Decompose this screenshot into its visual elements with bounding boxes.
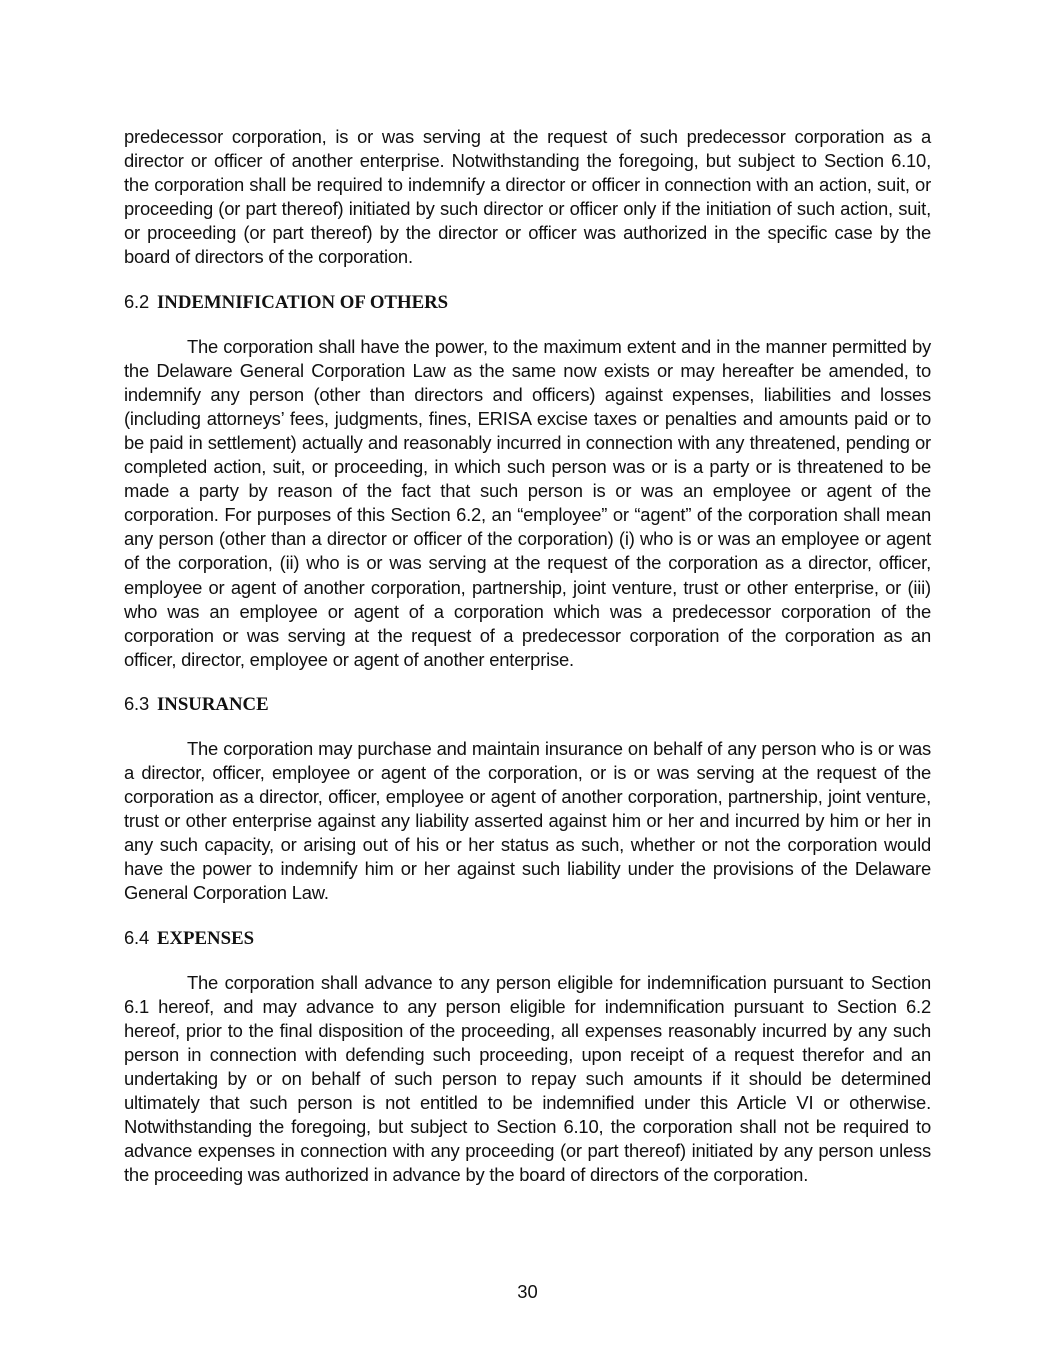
section-heading-6-2 xyxy=(124,290,931,315)
section-number: 6.4 xyxy=(124,926,149,948)
section-title: EXPENSES xyxy=(156,927,255,949)
paragraph-indemnification-of-others: The corporation shall have the power, to the maximum extent and in the manner permitted by the Delaware General Corporation Law as the same now exists or may hereafter be amended, to indemnify any person (other than directors and officers) against expenses, liabilities and losses (including attorneys’ fees, judgments, fines, ERISA excise taxes or penalties and amounts paid or to be paid in settlement) actually and reasonably incurred in connection with any threatened, pending or completed action, suit, or proceeding, in which such person was or is a party or is threatened to be made a party by reason of the fact that such person is or was an employee or agent of the corporation. For purposes of this Section 6.2, an “employee” or “agent” of the corporation shall mean any person (other than a director or officer of the corporation) (i) who is or was an employee or agent of the corporation, (ii) who is or was serving at the request of the corporation as a director, officer, employee or agent of another corporation, partnership, joint venture, trust or other enterprise, or (iii) who was an employee or agent of a corporation which was a predecessor corporation of the corporation or was serving at the request of a predecessor corporation of the corporation as an officer, director, employee or agent of another enterprise. xyxy=(124,335,931,670)
section-heading-6-3 xyxy=(124,692,931,717)
section-number: 6.3 xyxy=(124,692,149,714)
paragraph-expenses: The corporation shall advance to any person eligible for indemnification pursuant to Section 6.1 hereof, and may advance to any person eligible for indemnification pursuant to Section 6.2 hereof, prior to the final disposition of the proceeding, all expenses reasonably incurred by any such person in connection with defending such proceeding, upon receipt of a request therefor and an undertaking by or on behalf of such person to repay such amounts if it should be determined ultimately that such person is not entitled to be indemnified under this Article VI or otherwise. Notwithstanding the foregoing, but subject to Section 6.10, the corporation shall not be required to advance expenses in connection with any proceeding (or part thereof) initiated by any person unless the proceeding was authorized in advance by the board of directors of the corporation. xyxy=(124,971,931,1186)
section-heading-6-4 xyxy=(124,926,931,951)
section-number: 6.2 xyxy=(124,290,149,312)
document-page-body xyxy=(124,125,931,1187)
paragraph-insurance: The corporation may purchase and maintain insurance on behalf of any person who is or was a director, officer, employee or agent of the corporation, or is or was serving at the request of the corporation as a director, officer, employee or agent of another corporation, partnership, joint venture, trust or other enterprise against any liability asserted against him or her and incurred by him or her in any such capacity, or arising out of his or her status as such, whether or not the corporation would have the power to indemnify him or her against such liability under the provisions of the Delaware General Corporation Law. xyxy=(124,737,931,904)
page-number: 30 xyxy=(517,1281,538,1302)
paragraph-continuation: predecessor corporation, is or was serving at the request of such predecessor corporation as a director or officer of another enterprise. Notwithstanding the foregoing, but subject to Section 6.10, the corporation shall be required to indemnify a director or officer in connection with an action, suit, or proceeding (or part thereof) initiated by such director or officer only if the initiation of such action, suit, or proceeding (or part thereof) by the director or officer was authorized in the specific case by the board of directors of the corporation. xyxy=(124,126,931,268)
section-title: INSURANCE xyxy=(156,693,269,715)
section-title: INDEMNIFICATION OF OTHERS xyxy=(156,291,449,313)
